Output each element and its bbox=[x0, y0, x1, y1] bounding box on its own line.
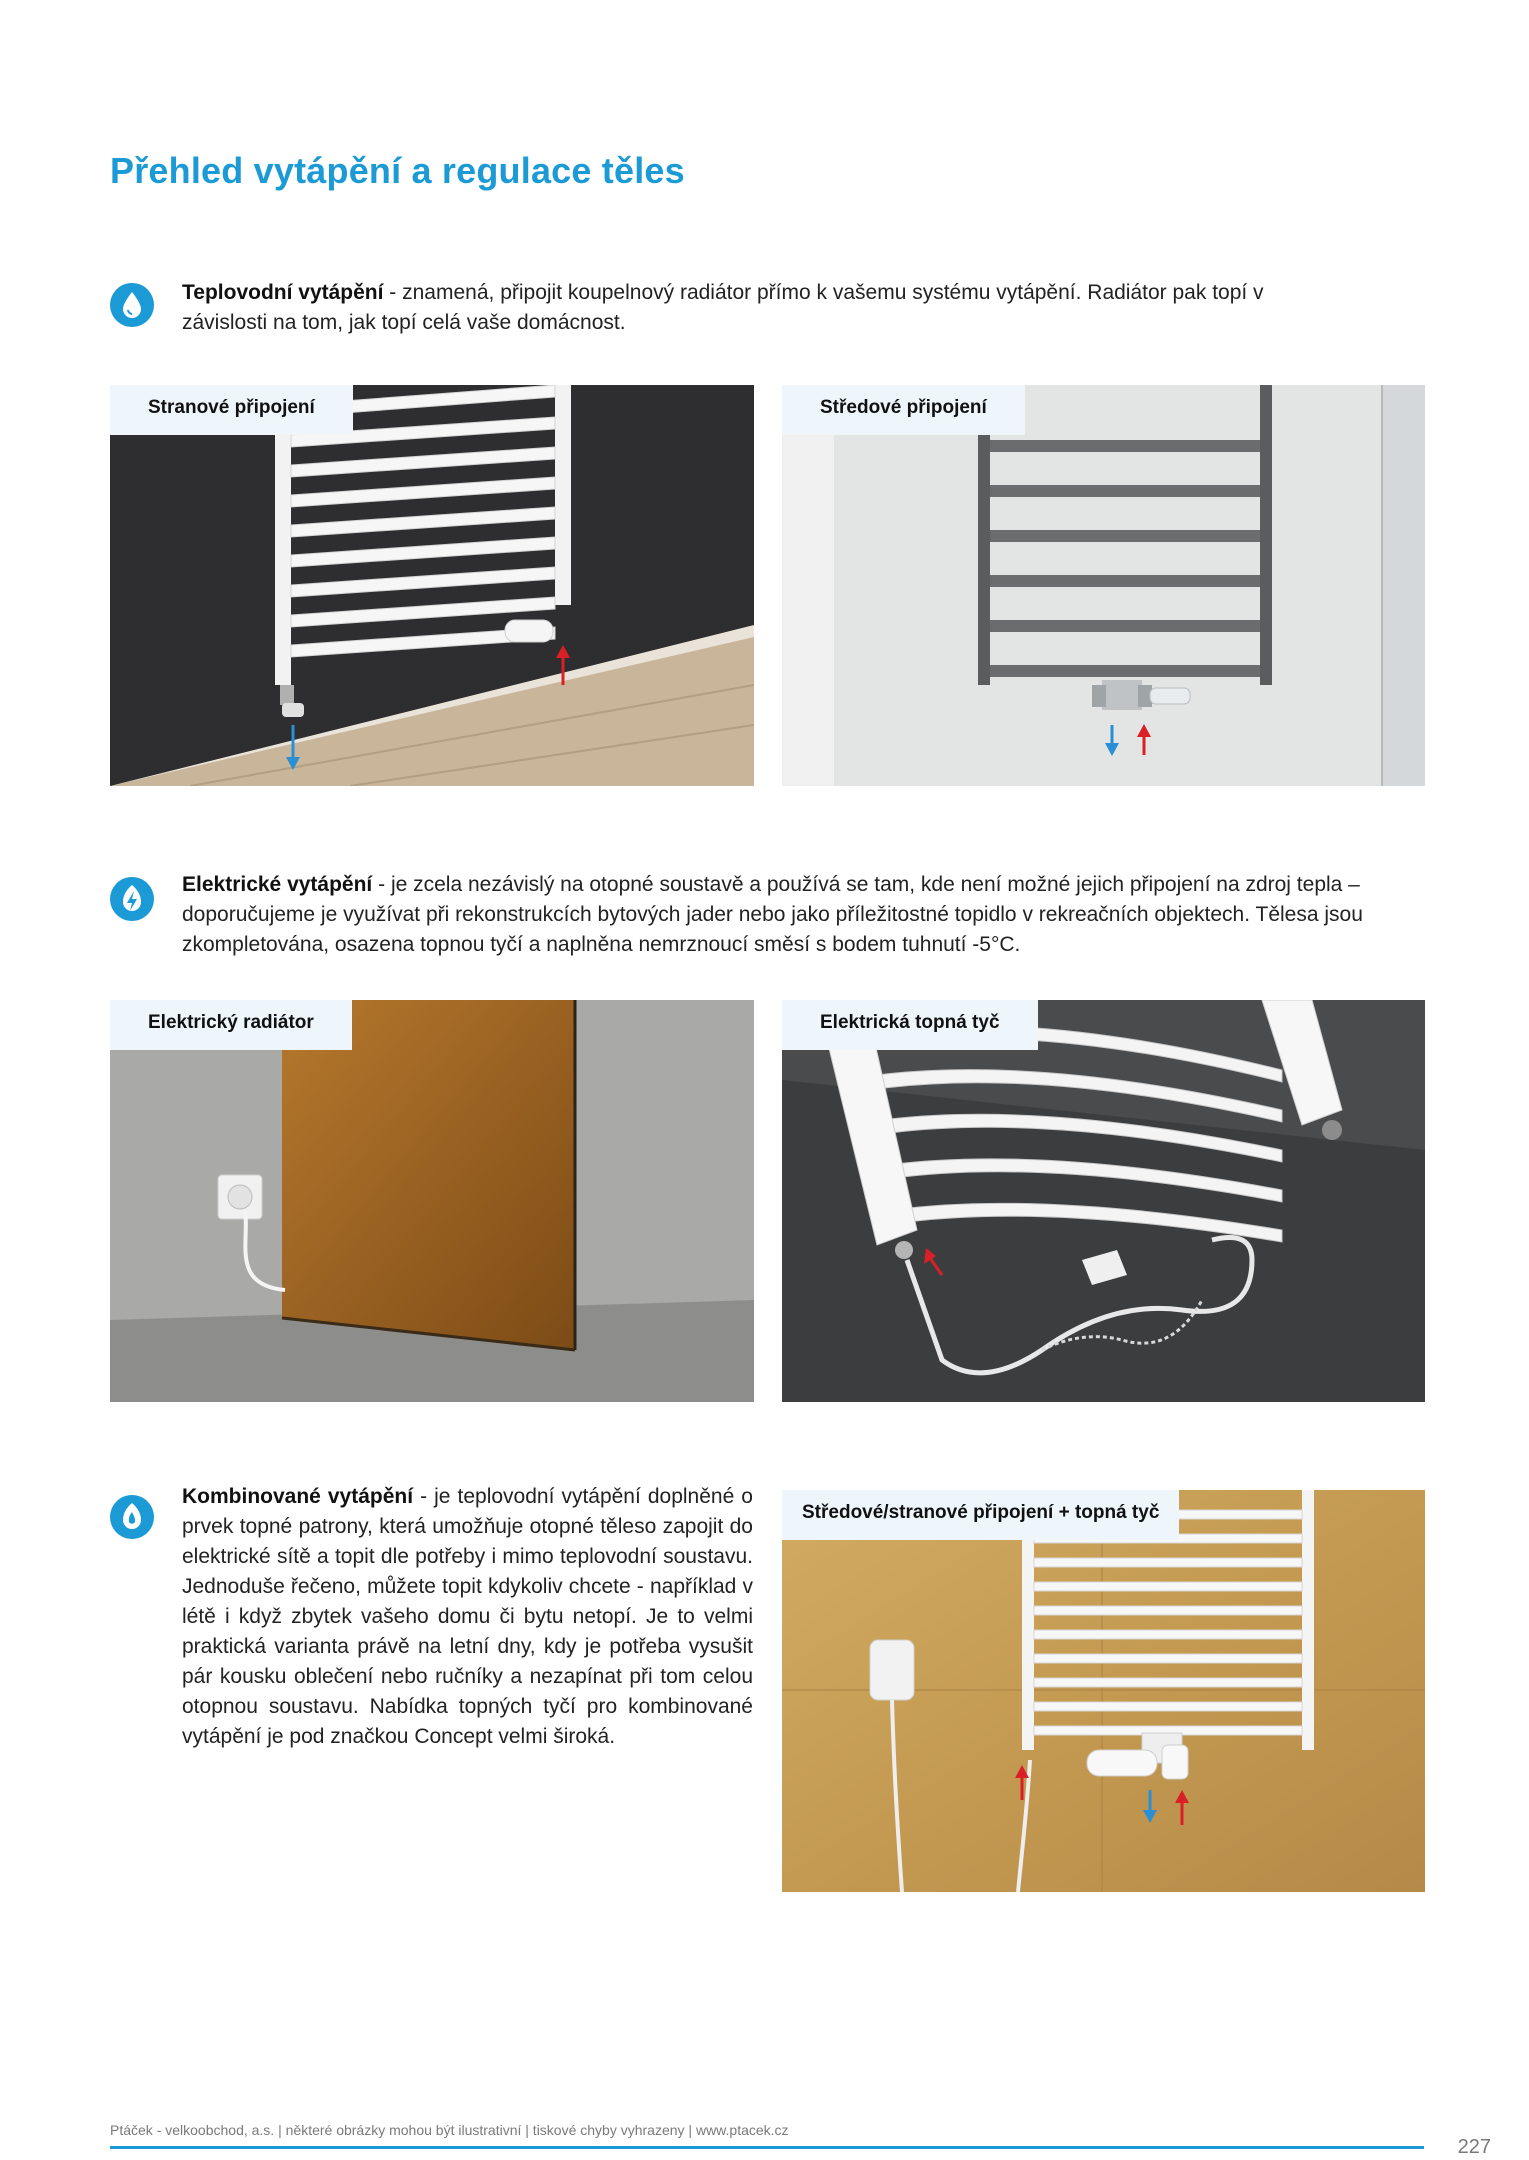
section-body: - znamená, připojit koupelnový radiátor přímo k vašemu systému vytápění. Radiátor pak topí v závislosti na tom, jak topí celá vaše domácnost. bbox=[182, 281, 1264, 334]
page-title: Přehled vytápění a regulace těles bbox=[110, 150, 685, 191]
photo-label: Středové připojení bbox=[782, 385, 1025, 435]
water-drop-icon bbox=[110, 283, 154, 327]
section-kombinovane-text bbox=[182, 1482, 753, 1752]
photo-label: Elektrická topná tyč bbox=[782, 1000, 1038, 1050]
section-teplovodni-text bbox=[182, 278, 1352, 338]
footer-text: Ptáček - velkoobchod, a.s. | některé obrázky mohou být ilustrativní | tiskové chyby vyhrazeny | www.ptacek.cz bbox=[110, 2122, 789, 2138]
section-heading: Teplovodní vytápění bbox=[182, 281, 384, 304]
photo-label: Stranové připojení bbox=[110, 385, 353, 435]
photo-side-connection bbox=[110, 385, 754, 786]
section-body: - je teplovodní vytápění doplněné o prvek topné patrony, která umožňuje otopné těleso zapojit do elektrické sítě a topit dle potřeby i mimo teplovodní soustavu. Jednoduše řečeno, můžete topit kdykoliv chcete - například v létě i když zbytek vašeho domu či bytu netopí. Je to velmi praktická varianta právě na letní dny, kdy je potřeba vysušit pár kousku oblečení nebo ručníky a nezapínat při tom celou otopnou soustavu. Nabídka topných tyčí pro kombinované vytápění je pod značkou Concept velmi široká. bbox=[182, 1485, 753, 1748]
section-heading: Elektrické vytápění bbox=[182, 873, 373, 896]
photo-combined-connection bbox=[782, 1490, 1425, 1892]
section-elektricke-text bbox=[182, 870, 1422, 960]
section-body: - je zcela nezávislý na otopné soustavě a používá se tam, kde není možné jejich připojení na zdroj tepla – doporučujeme je využívat při rekonstrukcích bytových jader nebo jako příležitostné topidlo v rekreačních objektech. Tělesa jsou zkompletována, osazena topnou tyčí a naplněna nemrznoucí směsí s bodem tuhnutí -5°C. bbox=[182, 873, 1363, 956]
photo-label: Elektrický radiátor bbox=[110, 1000, 352, 1050]
photo-center-connection bbox=[782, 385, 1425, 786]
page-number: 227 bbox=[1457, 2136, 1491, 2158]
footer-divider bbox=[110, 2146, 1424, 2149]
photo-heating-rod bbox=[782, 1000, 1425, 1402]
flame-drop-icon bbox=[110, 1495, 154, 1539]
lightning-icon bbox=[110, 877, 154, 921]
photo-label: Středové/stranové připojení + topná tyč bbox=[782, 1490, 1179, 1540]
section-heading: Kombinované vytápění bbox=[182, 1485, 414, 1508]
photo-electric-radiator bbox=[110, 1000, 754, 1402]
